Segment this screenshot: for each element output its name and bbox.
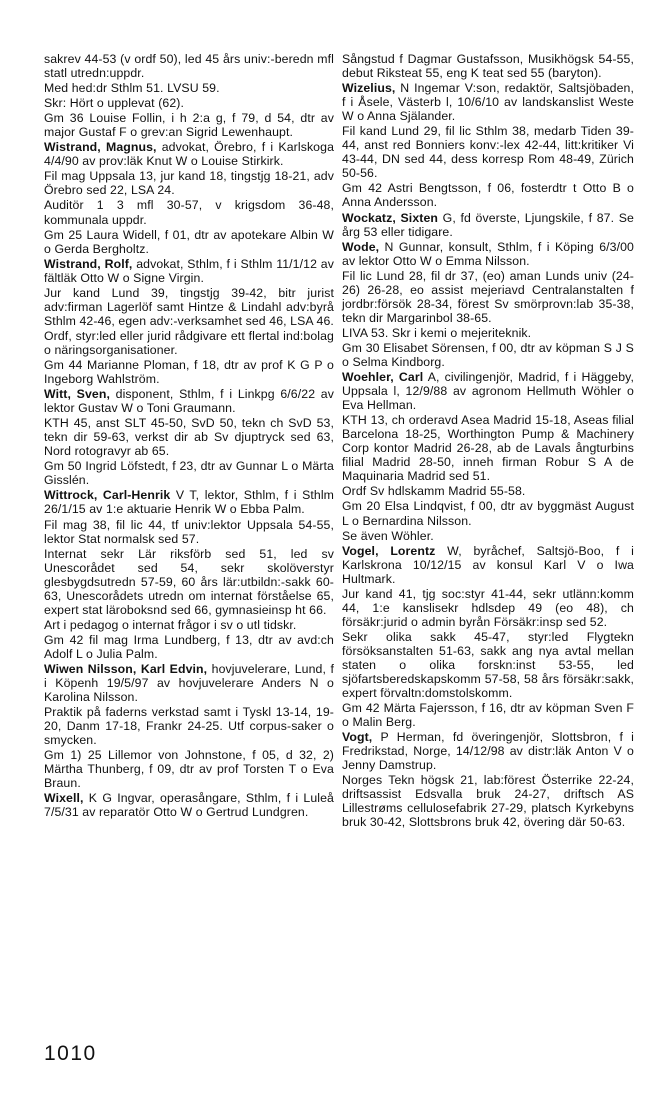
entry-paragraph — [44, 748, 334, 790]
biography-entry — [44, 791, 334, 819]
biography-entry — [342, 370, 634, 412]
entry-text: Fil lic Lund 28, fil dr 37, (eo) aman Lunds univ (24-26) 26-28, eo assist mejeriavd Centralanstalten f jordbr:försök 28-34, förest Sv smörprovn:lab 35-38, tekn dir Margarinbol 38-65. — [342, 268, 634, 325]
entry-paragraph — [44, 198, 334, 226]
biography-entry — [44, 488, 334, 516]
entry-text: Gm 30 Elisabet Sörensen, f 00, dtr av köpman S J S o Selma Kindborg. — [342, 340, 634, 369]
entry-text: N Gunnar, konsult, Sthlm, f i Köping 6/3/00 av lektor Otto W o Emma Nilsson. — [342, 239, 634, 268]
entry-name: Wistrand, Magnus, — [44, 140, 157, 155]
entry-text: K G Ingvar, operasångare, Sthlm, f i Luleå 7/5/31 av reparatör Otto W o Gertrud Lundgren. — [44, 791, 334, 820]
entry-paragraph — [342, 124, 634, 180]
entry-text: Ordf Sv hdlskamm Madrid 55-58. — [342, 484, 526, 499]
entry-name: Wixell, — [44, 791, 84, 806]
biography-entry — [44, 257, 334, 285]
entry-paragraph — [44, 547, 334, 617]
entry-text: Norges Tekn högsk 21, lab:förest Österrike 22-24, driftsassist Edsvalla bruk 24-27, driftsch AS Lillestrøms cellulosefabrik 27-29, platsch Kyrkebyns bruk 30-42, Slottsbrons bruk 42, övering där 50-63. — [342, 773, 634, 830]
entry-paragraph — [342, 181, 634, 209]
entry-paragraph — [342, 341, 634, 369]
entry-paragraph — [44, 228, 334, 256]
entry-name: Wode, — [342, 239, 380, 254]
left-column — [44, 52, 334, 820]
entry-name: Vogel, Lorentz — [342, 543, 436, 558]
entry-paragraph — [342, 413, 634, 483]
entry-paragraph — [342, 269, 634, 325]
biography-entry — [342, 211, 634, 239]
entry-text: Gm 36 Louise Follin, i h 2:a g, f 79, d 54, dtr av major Gustaf F o grev:an Sigrid Lewenhaupt. — [44, 111, 334, 140]
entry-paragraph — [44, 169, 334, 197]
entry-text: Gm 50 Ingrid Löfstedt, f 23, dtr av Gunnar L o Märta Gisslén. — [44, 459, 334, 488]
entry-paragraph — [342, 701, 634, 729]
entry-text: advokat, Örebro, f i Karlskoga 4/4/90 av prov:läk Knut W o Louise Stirkirk. — [44, 140, 335, 169]
entry-text: hovjuvelerare, Lund, f i Köpenh 19/5/97 av hovjuvelerare Anders N o Karolina Nilsson. — [44, 661, 334, 705]
entry-paragraph — [342, 630, 634, 700]
entry-text: Jur kand 41, tjg soc:styr 41-44, sekr utlänn:komm 44, 1:e kanslisekr hdlsdep 49 (eo 48), ch försäkr:jurid o admin byrån Försäkr:insp sed 52. — [342, 586, 634, 629]
entry-paragraph — [44, 111, 334, 139]
entry-text: Fil kand Lund 29, fil lic Sthlm 38, medarb Tiden 39-44, anst red Bonniers konv:-lex 42-44, litt:kritiker Vi 43-44, DN sed 44, dess korresp Rom 48-49, Zürich 50-56. — [342, 124, 634, 181]
entry-text: Gm 25 Laura Widell, f 01, dtr av apotekare Albin W o Gerda Bergholtz. — [44, 227, 334, 256]
entry-paragraph — [342, 587, 634, 629]
entry-paragraph — [44, 459, 334, 487]
entry-paragraph — [342, 529, 634, 543]
entry-text: LIVA 53. Skr i kemi o mejeriteknik. — [342, 325, 532, 340]
entry-name: Woehler, Carl — [342, 370, 424, 385]
entry-text: A, civilingenjör, Madrid, f i Häggeby, Uppsala l, 12/9/88 av agronom Hellmuth Wöhler o Eva Hellman. — [342, 370, 635, 413]
biography-entry — [44, 140, 334, 168]
entry-paragraph — [44, 286, 334, 328]
entry-text: advokat, Sthlm, f i Sthlm 11/1/12 av fältläk Otto W o Signe Virgin. — [44, 256, 334, 285]
entry-paragraph — [44, 633, 334, 661]
biography-entry — [44, 387, 334, 415]
entry-text: Jur kand Lund 39, tingstjg 39-42, bitr jurist adv:firman Lagerlöf samt Hintze & Lindahl adv:byrå Sthlm 42-46, egen adv:-verksamhet sed 46, LSA 46. — [44, 285, 334, 328]
entry-name: Wittrock, Carl-Henrik — [44, 488, 171, 503]
entry-text: KTH 45, anst SLT 45-50, SvD 50, tekn ch SvD 53, tekn dir 59-63, verkst dir ab Sv djuptryck sed 63, Nord rotogravyr ab 65. — [44, 416, 334, 459]
entry-text: Sångstud f Dagmar Gustafsson, Musikhögsk 54-55, debut Riksteat 55, eng K teat sed 55 (baryton). — [342, 52, 634, 81]
entry-text: V T, lektor, Sthlm, f i Sthlm 26/1/15 av 1:e aktuarie Henrik W o Ebba Palm. — [44, 488, 334, 517]
entry-text: Fil mag Uppsala 13, jur kand 18, tingstjg 18-21, adv Örebro sed 22, LSA 24. — [44, 169, 334, 198]
entry-text: KTH 13, ch orderavd Asea Madrid 15-18, Aseas filial Barcelona 18-25, Worthington Pump & Machinery Corp kontor Madrid 26-28, ab de Lavals ångturbins filial Madrid 28-50, inneh firman Robur S A de Maquinaria Madrid sed 51. — [342, 413, 634, 484]
entry-text: Internat sekr Lär riksförb sed 51, led sv Unescorådet sed 54, sekr skolöverstyr glesbygdsutredn 57-59, 60 års lär:utbildn:-sakk 60-63, Unescorådets utredn om internat förståelse 65, expert stat läroboksnd sed 66, gymnasieinsp ht 66. — [44, 546, 334, 617]
entry-text: Auditör 1 3 mfl 30-57, v krigsdom 36-48, kommunala uppdr. — [44, 198, 334, 227]
entry-text: Gm 1) 25 Lillemor von Johnstone, f 05, d 32, 2) Märtha Thunberg, f 09, dtr av prof Torsten T o Eva Braun. — [44, 748, 334, 791]
entry-paragraph — [44, 705, 334, 747]
page-number: 1010 — [44, 1042, 97, 1065]
entry-text: G, fd överste, Ljungskile, f 87. Se årg 53 eller tidigare. — [342, 210, 634, 239]
entry-name: Wistrand, Rolf, — [44, 256, 133, 271]
biography-entry — [342, 240, 634, 268]
entry-paragraph — [44, 52, 334, 80]
entry-text: Ordf, styr:led eller jurid rådgivare ett flertal ind:bolag o näringsorganisationer. — [44, 328, 334, 357]
entry-text: sakrev 44-53 (v ordf 50), led 45 års univ:-beredn mfl statl utredn:uppdr. — [44, 52, 334, 81]
entry-text: P Herman, fd överingenjör, Slottsbron, f i Fredrikstad, Norge, 14/12/98 av distr:läk Anton V o Jenny Damstrup. — [342, 730, 634, 773]
entry-paragraph — [44, 416, 334, 458]
entry-name: Wockatz, Sixten — [342, 210, 439, 225]
entry-paragraph — [44, 358, 334, 386]
entry-name: Wizelius, — [342, 81, 396, 96]
entry-paragraph — [44, 329, 334, 357]
entry-text: W, byråchef, Saltsjö-Boo, f i Karlskrona 10/12/15 av konsul Karl V o Iwa Hultmark. — [342, 543, 634, 586]
entry-text: Skr: Hört o upplevat (62). — [44, 96, 184, 111]
entry-text: Sekr olika sakk 45-47, styr:led Flygtekn försöksanstalten 51-63, sakk ang nya avtal mellan staten o olika forskn:inst 53-55, led sjöfartsberedskapskomm 57-58, 58 års försäkr:sakk, expert förvaltn:domstolskomm. — [342, 629, 634, 701]
right-column — [342, 52, 634, 831]
entry-paragraph — [342, 484, 634, 498]
entry-text: N Ingemar V:son, redaktör, Saltsjöbaden, f i Åsele, Västerb l, 10/6/10 av landskanslist Weste W o Anna Själander. — [342, 81, 634, 124]
entry-text: Praktik på faderns verkstad samt i Tyskl 13-14, 19-20, Danm 17-18, Frankr 24-25. Utf corpus-saker o smycken. — [44, 705, 334, 748]
entry-text: Gm 20 Elsa Lindqvist, f 00, dtr av byggmäst August L o Bernardina Nilsson. — [342, 499, 634, 528]
entry-text: Art i pedagog o internat frågor i sv o utl tidskr. — [44, 617, 297, 632]
entry-name: Wiwen Nilsson, Karl Edvin, — [44, 661, 208, 676]
entry-paragraph — [44, 81, 334, 95]
entry-text: Med hed:dr Sthlm 51. LVSU 59. — [44, 81, 220, 96]
entry-paragraph — [342, 773, 634, 829]
biography-entry — [44, 662, 334, 704]
biography-entry — [342, 544, 634, 586]
entry-paragraph — [44, 96, 334, 110]
entry-name: Witt, Sven, — [44, 387, 110, 402]
entry-paragraph — [342, 499, 634, 527]
entry-text: disponent, Sthlm, f i Linkpg 6/6/22 av lektor Gustav W o Toni Graumann. — [44, 387, 334, 416]
entry-paragraph — [342, 326, 634, 340]
entry-text: Se även Wöhler. — [342, 528, 434, 543]
entry-text: Gm 42 Märta Fajersson, f 16, dtr av köpman Sven F o Malin Berg. — [342, 701, 634, 730]
entry-paragraph — [44, 518, 334, 546]
entry-text: Gm 42 fil mag Irma Lundberg, f 13, dtr av avd:ch Adolf L o Julia Palm. — [44, 632, 334, 661]
entry-text: Gm 44 Marianne Ploman, f 18, dtr av prof K G P o Ingeborg Wahlström. — [44, 357, 334, 387]
entry-name: Vogt, — [342, 730, 373, 745]
entry-paragraph — [44, 618, 334, 632]
entry-text: Fil mag 38, fil lic 44, tf univ:lektor Uppsala 54-55, lektor Stat normalsk sed 57. — [44, 517, 334, 546]
biography-entry — [342, 730, 634, 772]
biography-entry — [342, 81, 634, 123]
entry-paragraph — [342, 52, 634, 80]
entry-text: Gm 42 Astri Bengtsson, f 06, fosterdtr t Otto B o Anna Andersson. — [342, 181, 634, 210]
